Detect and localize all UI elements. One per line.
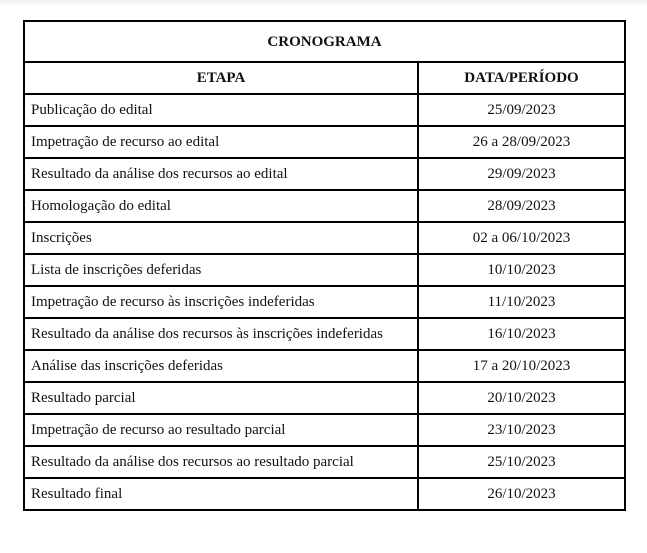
etapa-cell: Impetração de recurso ao resultado parcial bbox=[24, 414, 418, 446]
etapa-cell: Inscrições bbox=[24, 222, 418, 254]
etapa-cell: Resultado da análise dos recursos às inscrições indeferidas bbox=[24, 318, 418, 350]
data-periodo-cell: 26/10/2023 bbox=[418, 478, 625, 510]
etapa-cell: Publicação do edital bbox=[24, 94, 418, 126]
data-periodo-cell: 20/10/2023 bbox=[418, 382, 625, 414]
etapa-cell: Homologação do edital bbox=[24, 190, 418, 222]
data-periodo-cell: 02 a 06/10/2023 bbox=[418, 222, 625, 254]
header-etapa: ETAPA bbox=[24, 62, 418, 94]
table-title: CRONOGRAMA bbox=[24, 21, 625, 62]
table-row bbox=[24, 446, 625, 478]
data-periodo-cell: 11/10/2023 bbox=[418, 286, 625, 318]
data-periodo-cell: 29/09/2023 bbox=[418, 158, 625, 190]
data-periodo-cell: 26 a 28/09/2023 bbox=[418, 126, 625, 158]
table-row bbox=[24, 478, 625, 510]
cronograma-table bbox=[23, 20, 626, 511]
data-periodo-cell: 10/10/2023 bbox=[418, 254, 625, 286]
table-row bbox=[24, 318, 625, 350]
etapa-cell: Resultado final bbox=[24, 478, 418, 510]
table-row bbox=[24, 158, 625, 190]
table-row bbox=[24, 350, 625, 382]
table-row bbox=[24, 254, 625, 286]
header-row bbox=[24, 62, 625, 94]
table-row bbox=[24, 382, 625, 414]
table-row bbox=[24, 190, 625, 222]
top-shade bbox=[0, 0, 647, 6]
table-row bbox=[24, 414, 625, 446]
etapa-cell: Resultado da análise dos recursos ao edital bbox=[24, 158, 418, 190]
table-row bbox=[24, 222, 625, 254]
etapa-cell: Lista de inscrições deferidas bbox=[24, 254, 418, 286]
table-row bbox=[24, 94, 625, 126]
table-row bbox=[24, 286, 625, 318]
data-periodo-cell: 25/10/2023 bbox=[418, 446, 625, 478]
data-periodo-cell: 23/10/2023 bbox=[418, 414, 625, 446]
header-data-periodo: DATA/PERÍODO bbox=[418, 62, 625, 94]
etapa-cell: Resultado parcial bbox=[24, 382, 418, 414]
data-periodo-cell: 16/10/2023 bbox=[418, 318, 625, 350]
etapa-cell: Análise das inscrições deferidas bbox=[24, 350, 418, 382]
table-body bbox=[24, 94, 625, 510]
etapa-cell: Resultado da análise dos recursos ao resultado parcial bbox=[24, 446, 418, 478]
title-row bbox=[24, 21, 625, 62]
data-periodo-cell: 28/09/2023 bbox=[418, 190, 625, 222]
table-row bbox=[24, 126, 625, 158]
data-periodo-cell: 25/09/2023 bbox=[418, 94, 625, 126]
etapa-cell: Impetração de recurso às inscrições indeferidas bbox=[24, 286, 418, 318]
etapa-cell: Impetração de recurso ao edital bbox=[24, 126, 418, 158]
data-periodo-cell: 17 a 20/10/2023 bbox=[418, 350, 625, 382]
